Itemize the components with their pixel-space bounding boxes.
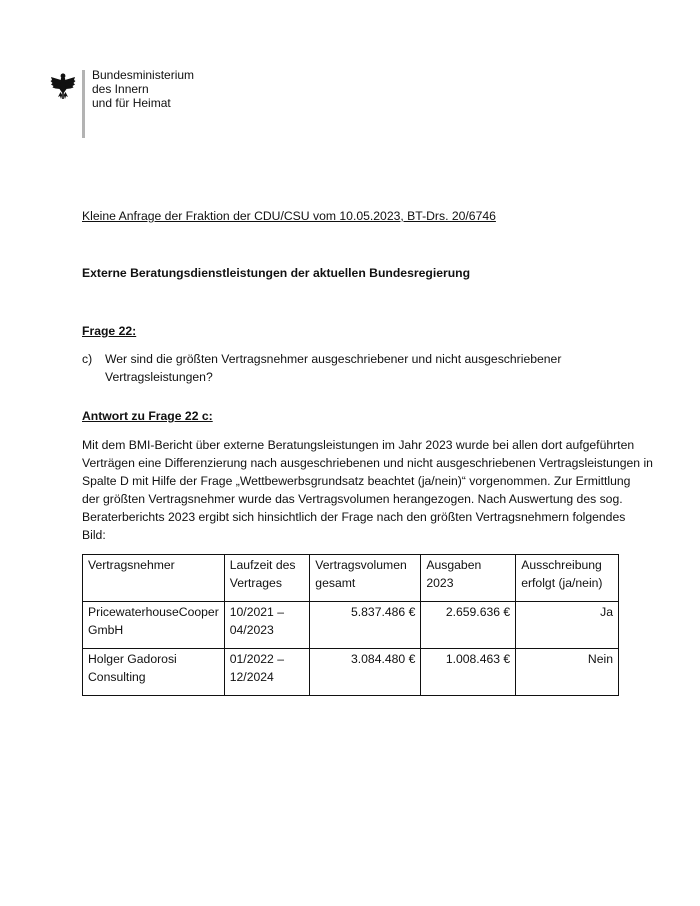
header-expenses bbox=[421, 555, 516, 602]
cell-expenses: 2.659.636 € bbox=[421, 602, 516, 649]
answer-line: Beraterberichts 2023 ergibt sich hinsichtlich der Frage nach den größten Vertragsnehmern folgendes bbox=[82, 510, 626, 524]
header-volume-line: gesamt bbox=[315, 576, 356, 590]
ministry-name-line: Bundesministerium bbox=[92, 68, 195, 82]
header-contractor-label: Vertragsnehmer bbox=[88, 558, 175, 572]
header-term-line: Vertrages bbox=[229, 576, 282, 590]
answer-heading: Antwort zu Frage 22 c: bbox=[82, 409, 213, 423]
answer-line: Mit dem BMI-Bericht über externe Beratungsleistungen im Jahr 2023 wurde bei allen dort aufgeführten bbox=[82, 438, 635, 452]
term-line: 01/2022 – bbox=[229, 652, 284, 666]
cell-tender: Ja bbox=[516, 602, 619, 649]
logo-divider bbox=[82, 70, 85, 138]
table-row bbox=[83, 649, 619, 696]
term-line: 12/2024 bbox=[229, 670, 274, 684]
question-letter: c) bbox=[82, 352, 93, 366]
header-volume-line: Vertragsvolumen bbox=[315, 558, 407, 572]
cell-tender: Nein bbox=[516, 649, 619, 696]
contractor-line: Holger Gadorosi bbox=[88, 652, 177, 666]
question-text bbox=[105, 350, 605, 386]
answer-line: Spalte D mit Hilfe der Frage „Wettbewerbsgrundsatz beachtet (ja/nein)“ vorgenommen. Zur Ermittlung bbox=[82, 474, 631, 488]
ministry-name bbox=[92, 68, 194, 110]
contractors-table bbox=[82, 554, 619, 696]
federal-eagle-icon bbox=[50, 72, 76, 100]
header-contractor bbox=[83, 555, 225, 602]
header-expenses-label: Ausgaben 2023 bbox=[426, 558, 482, 590]
cell-volume: 3.084.480 € bbox=[310, 649, 421, 696]
cell-contractor bbox=[83, 602, 225, 649]
table-header-row bbox=[83, 555, 619, 602]
header-term bbox=[224, 555, 310, 602]
table-row bbox=[83, 602, 619, 649]
answer-line: der größten Vertragsnehmer wurde das Vertragsvolumen herangezogen. Nach Auswertung des sog. bbox=[82, 492, 623, 506]
answer-body bbox=[82, 436, 653, 544]
term-line: 10/2021 – bbox=[229, 605, 284, 619]
header-tender-line: Ausschreibung bbox=[521, 558, 602, 572]
header-term-line: Laufzeit des bbox=[229, 558, 296, 572]
cell-term bbox=[224, 649, 310, 696]
contractor-line: PricewaterhouseCooper bbox=[88, 605, 219, 619]
cell-contractor bbox=[83, 649, 225, 696]
ministry-logo bbox=[50, 68, 210, 140]
question-text-line: Wer sind die größten Vertragsnehmer ausgeschriebener und nicht ausgeschriebener bbox=[105, 352, 562, 366]
header-tender-line: erfolgt (ja/nein) bbox=[521, 576, 603, 590]
cell-term bbox=[224, 602, 310, 649]
contractor-line: GmbH bbox=[88, 623, 124, 637]
ministry-name-line: des Innern bbox=[92, 82, 149, 96]
answer-line: Verträgen eine Differenzierung nach ausgeschriebenen und nicht ausgeschriebenen Vertragsleistungen in bbox=[82, 456, 653, 470]
question-heading: Frage 22: bbox=[82, 324, 137, 338]
term-line: 04/2023 bbox=[229, 623, 274, 637]
cell-volume: 5.837.486 € bbox=[310, 602, 421, 649]
document-reference: Kleine Anfrage der Fraktion der CDU/CSU vom 10.05.2023, BT-Drs. 20/6746 bbox=[82, 209, 496, 223]
document-topic: Externe Beratungsdienstleistungen der aktuellen Bundesregierung bbox=[82, 266, 471, 280]
cell-expenses: 1.008.463 € bbox=[421, 649, 516, 696]
ministry-name-line: und für Heimat bbox=[92, 96, 171, 110]
question-text-line: Vertragsleistungen? bbox=[105, 370, 213, 384]
answer-line: Bild: bbox=[82, 528, 106, 542]
header-volume bbox=[310, 555, 421, 602]
header-tender bbox=[516, 555, 619, 602]
contractor-line: Consulting bbox=[88, 670, 146, 684]
